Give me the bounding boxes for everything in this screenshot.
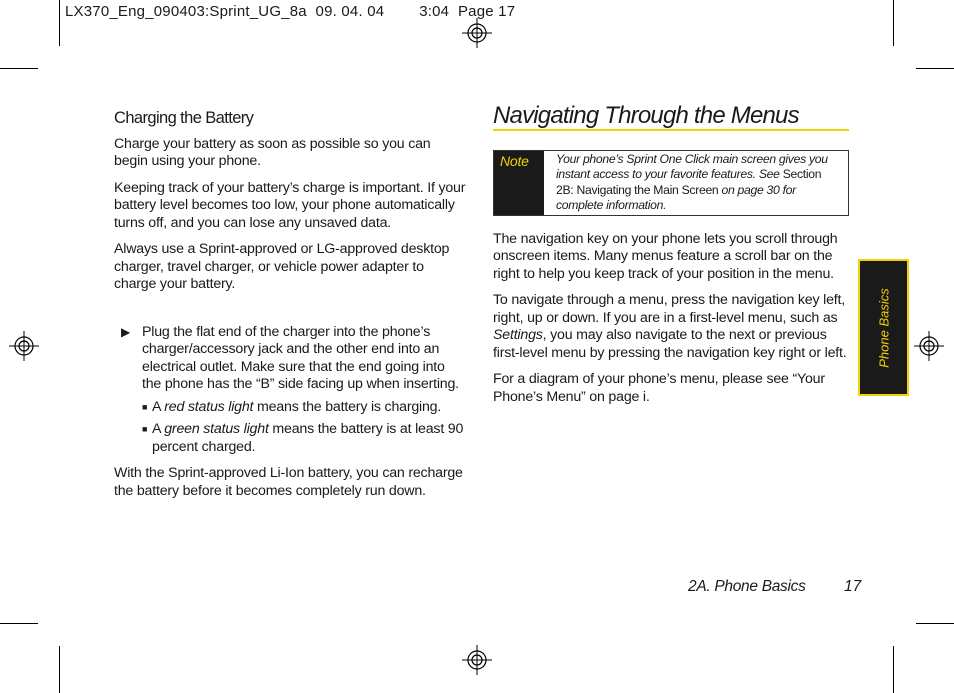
registration-mark-icon (9, 331, 39, 361)
square-bullet-icon: ■ (142, 424, 148, 434)
list-item-text: means the battery is charging. (253, 398, 442, 415)
note-label: Note (494, 151, 544, 215)
red-status-light-term: red status light (164, 398, 254, 415)
left-column (114, 110, 466, 509)
footer-section-label: 2A. Phone Basics (688, 578, 806, 595)
crop-mark (59, 646, 60, 693)
note-cross-reference: Section 2B: Navigating the Main Screen (556, 167, 822, 197)
triangle-bullet-icon: ▶ (121, 324, 131, 339)
list-item-text: means the battery is at least 90 percent charged. (152, 421, 464, 455)
paragraph-text: To navigate through a menu, press the navigation key left, right, up or down. If you are in a first-level menu, such as (493, 292, 845, 326)
paragraph: Always use a Sprint-approved or LG-approved desktop charger, travel charger, or vehicle power adapter to charge your battery. (114, 241, 450, 292)
paragraph (493, 292, 849, 362)
note-text-part: Your phone’s Sprint One Click main screen gives you instant access to your favorite features. See (556, 151, 828, 181)
page-number: 17 (844, 578, 862, 595)
paragraph: For a diagram of your phone’s menu, please see “Your Phone’s Menu” on page i. (493, 371, 825, 405)
settings-term: Settings (493, 327, 543, 343)
paragraph: Keeping track of your battery’s charge is important. If your battery level becomes too low, your phone automatically turns off, and you can lose any unsaved data. (114, 179, 466, 231)
crop-mark (893, 0, 894, 46)
crop-mark (0, 68, 38, 69)
registration-mark-icon (462, 18, 492, 48)
print-slug: LX370_Eng_090403:Sprint_UG_8a 09. 04. 04 3:04 Page 17 (65, 3, 516, 20)
registration-mark-icon (914, 331, 944, 361)
square-bullet-icon: ■ (142, 401, 148, 412)
note-box (493, 150, 849, 216)
crop-mark (916, 623, 954, 624)
right-column (493, 102, 849, 415)
crop-mark (0, 623, 38, 624)
side-tab-label: Phone Basics (876, 287, 891, 368)
crop-mark (893, 646, 894, 693)
list-item-prefix: A (152, 421, 165, 437)
paragraph: Charge your battery as soon as possible so you can begin using your phone. (114, 135, 431, 169)
registration-mark-icon (462, 645, 492, 675)
list-item (114, 421, 466, 456)
paragraph: The navigation key on your phone lets you scroll through onscreen items. Many menus feature a scroll bar on the right to help you keep track of your position in the menu. (493, 230, 838, 282)
step-text: Plug the flat end of the charger into the phone’s charger/accessory jack and the other end into an electrical outlet. Make sure that the end going into the phone has the “B” side facing up when inserting. (142, 323, 459, 392)
step-item (114, 324, 466, 394)
note-text-part: on page 30 for complete information. (556, 182, 796, 212)
page-title: Navigating Through the Menus (493, 107, 849, 131)
note-text (556, 152, 828, 214)
crop-mark (59, 0, 60, 46)
list-item (114, 399, 466, 417)
paragraph-text: , you may also navigate to the next or previous first-level menu by pressing the navigation key right or left. (493, 327, 847, 361)
paragraph: With the Sprint-approved Li-Ion battery, you can recharge the battery before it becomes completely run down. (114, 465, 463, 499)
section-heading: Charging the Battery (114, 109, 254, 127)
green-status-light-term: green status light (164, 421, 269, 437)
list-item-prefix: A (152, 398, 165, 415)
crop-mark (916, 68, 954, 69)
chapter-side-tab (858, 259, 909, 396)
